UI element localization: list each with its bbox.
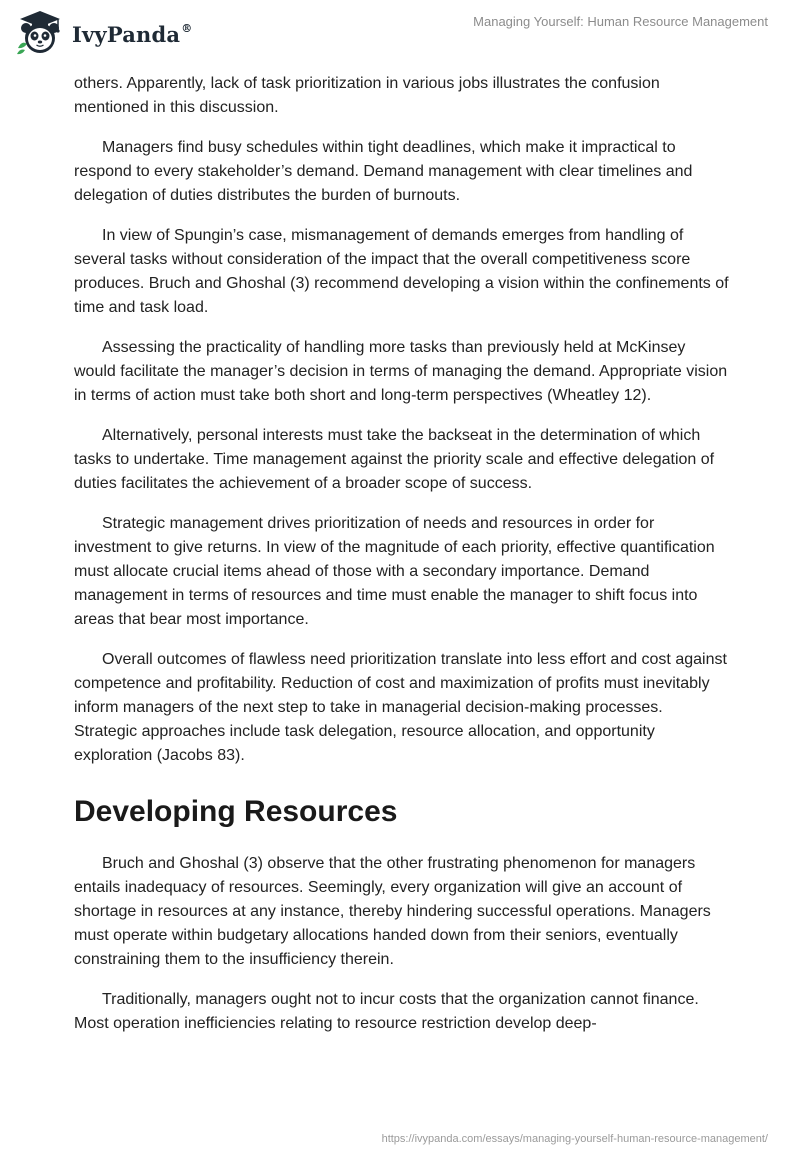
- page-header: [0, 0, 800, 66]
- paragraph: Alternatively, personal interests must take the backseat in the determination of which tasks to undertake. Time management against the priority scale and effective delegation of duties facilitates the achievement of a broader scope of success.: [74, 427, 715, 492]
- paragraph: others. Apparently, lack of task prioritization in various jobs illustrates the confusion mentioned in this discussion.: [74, 75, 660, 116]
- ivypanda-logo[interactable]: [14, 8, 192, 56]
- panda-logo-icon: [14, 8, 66, 56]
- section-heading: Developing Resources: [74, 795, 398, 828]
- source-url[interactable]: https://ivypanda.com/essays/managing-yourself-human-resource-management/: [381, 1133, 768, 1145]
- paragraph: Managers find busy schedules within tight deadlines, which make it impractical to respond to every stakeholder’s demand. Demand management with clear timelines and delegation of duties distributes the burden of burnouts.: [74, 139, 693, 204]
- paragraph: Overall outcomes of flawless need prioritization translate into less effort and cost against competence and profitability. Reduction of cost and maximization of profits must inevitably inform managers of the next step to take in managerial decision-making processes. Strategic approaches include task delegation, resource allocation, and opportunity exploration (Jacobs 83).: [74, 651, 727, 764]
- paragraph: In view of Spungin’s case, mismanagement of demands emerges from handling of several tasks without consideration of the impact that the overall competitiveness score produces. Bruch and Ghoshal (3) recommend developing a vision within the confinements of time and task load.: [74, 227, 729, 316]
- essay-body: [74, 72, 730, 1052]
- brand-name: IvyPanda®: [72, 21, 193, 47]
- registered-mark: ®: [181, 21, 193, 35]
- paragraph: Strategic management drives prioritization of needs and resources in order for investment to give returns. In view of the magnitude of each priority, effective quantification must allocate crucial items ahead of those with a secondary importance. Demand management in terms of resources and time must enable the manager to shift focus into areas that bear most importance.: [74, 515, 715, 628]
- document-title: Managing Yourself: Human Resource Management: [473, 14, 768, 29]
- paragraph: Bruch and Ghoshal (3) observe that the other frustrating phenomenon for managers entails inadequacy of resources. Seemingly, every organization will give an account of shortage in resources at any instance, thereby hindering successful operations. Managers must operate within budgetary allocations handed down from their seniors, eventually constraining them to the insufficiency therein.: [74, 855, 711, 968]
- paragraph: Traditionally, managers ought not to incur costs that the organization cannot finance. Most operation inefficiencies relating to resource restriction develop deep-: [74, 991, 699, 1032]
- paragraph: Assessing the practicality of handling more tasks than previously held at McKinsey would facilitate the manager’s decision in terms of managing the demand. Appropriate vision in terms of action must take both short and long-term perspectives (Wheatley 12).: [74, 339, 728, 404]
